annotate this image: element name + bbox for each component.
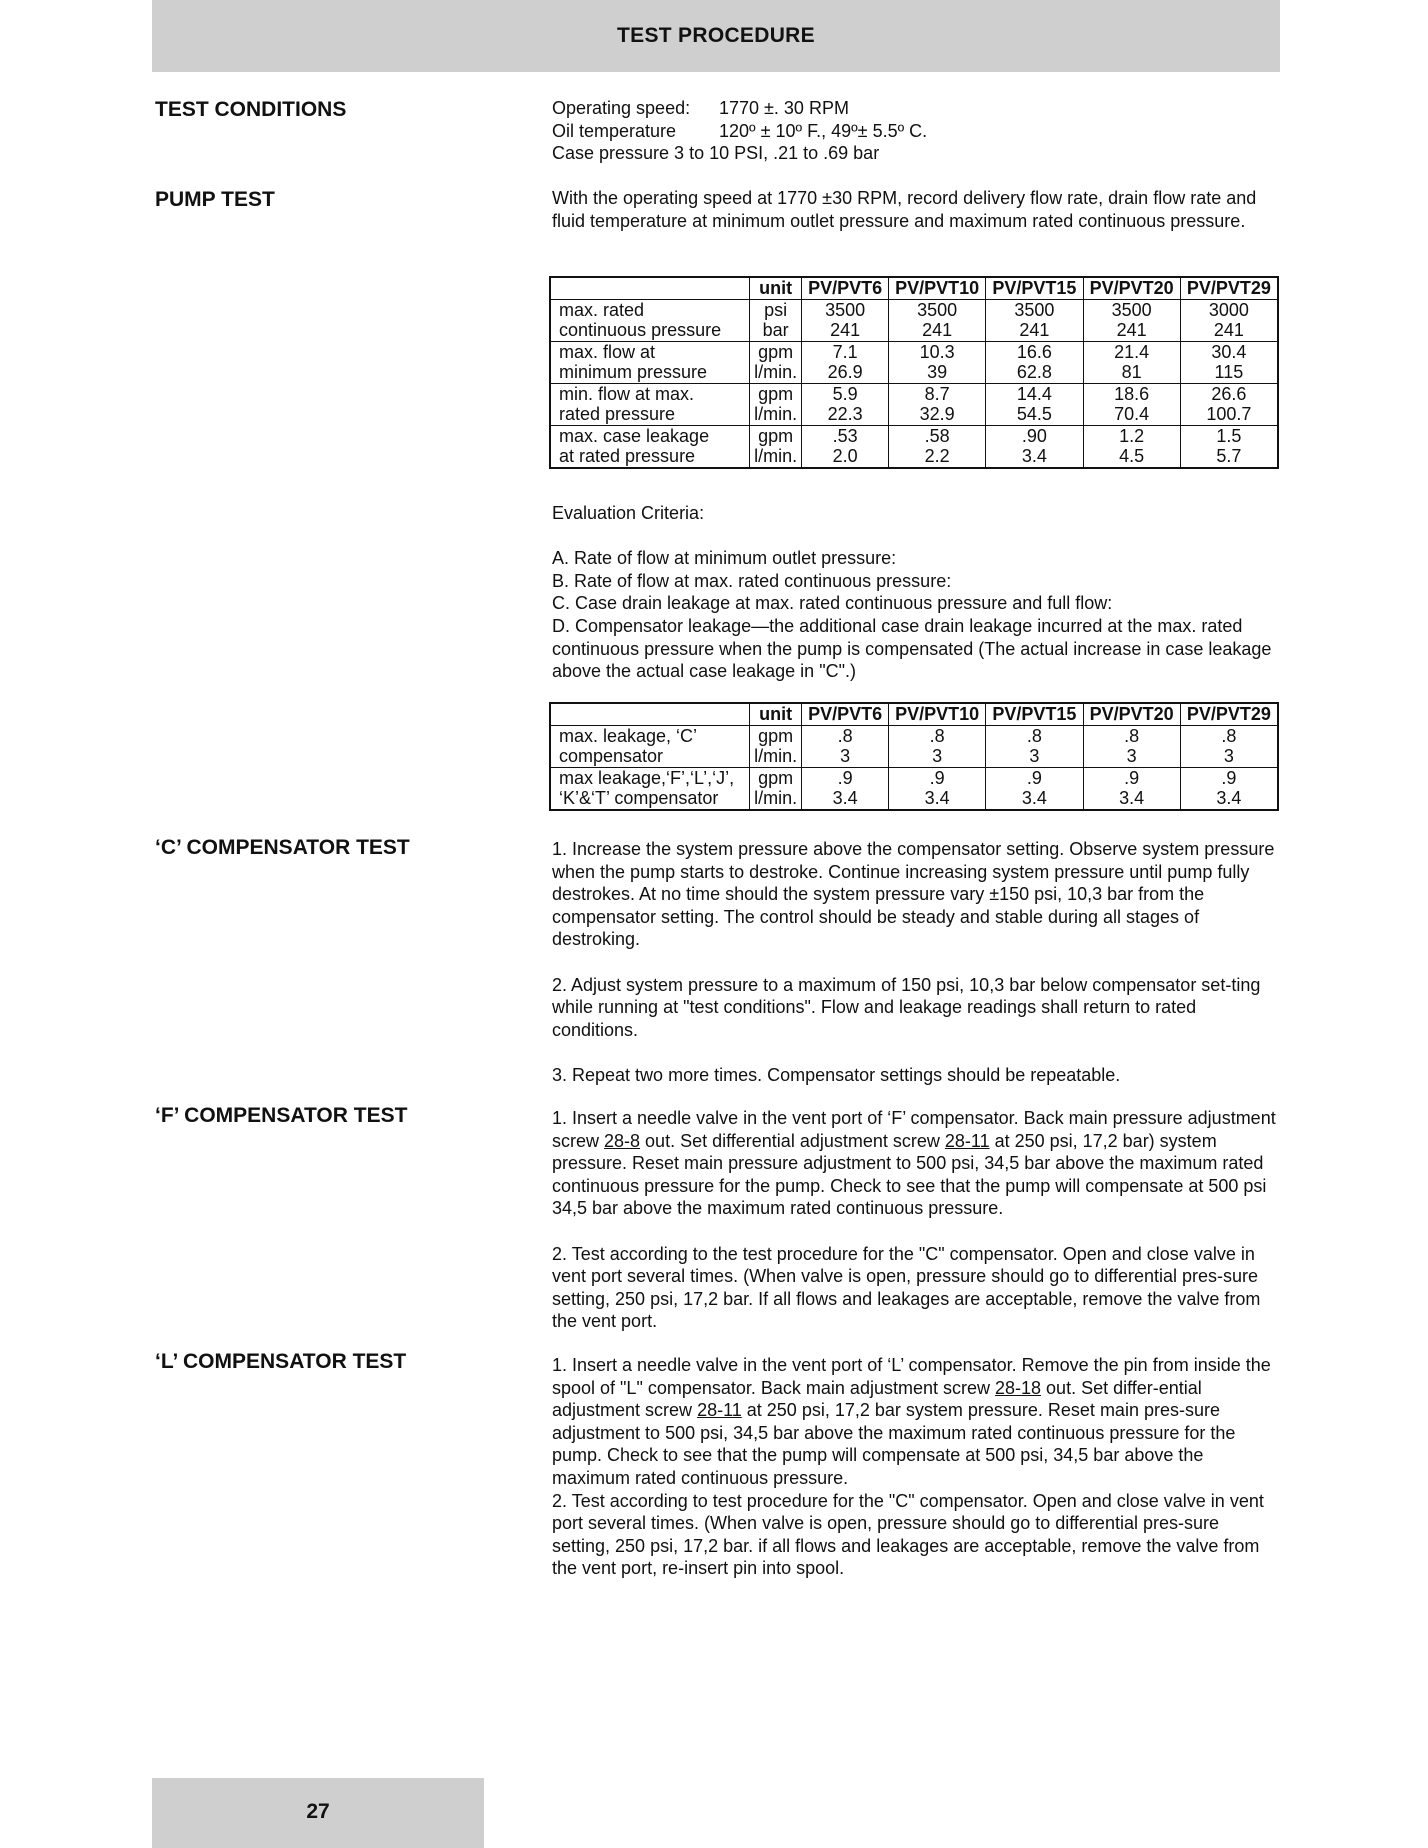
value-cell: .90 [986,425,1083,446]
row-label: max. case leakage [550,425,750,446]
value-cell: 54.5 [986,404,1083,425]
value-cell: .9 [889,767,986,788]
unit-cell: l/min. [750,788,802,810]
operating-speed-row [552,97,1280,120]
value-cell: 21.4 [1083,341,1180,362]
table-row [550,383,1278,404]
part-reference: 28-11 [697,1400,742,1421]
value-cell: 3.4 [889,788,986,810]
value-cell: 2.2 [889,446,986,468]
value-cell: 3.4 [986,788,1083,810]
f-test-block [552,1107,1280,1333]
criteria-item: B. Rate of flow at max. rated continuous pressure: [552,570,952,591]
unit-cell: l/min. [750,446,802,468]
table-header-cell: PV/PVT6 [802,703,889,725]
row-label: continuous pressure [550,320,750,341]
c-test-step-3: 3. Repeat two more times. Compensator settings should be repeatable. [552,1064,1121,1085]
table-header-cell: PV/PVT15 [986,277,1083,299]
oil-temperature-row [552,120,1280,143]
value-cell: 7.1 [802,341,889,362]
part-reference: 28-18 [995,1377,1042,1398]
value-cell: 3500 [889,299,986,320]
part-reference: 28-8 [604,1130,641,1151]
table-row [550,341,1278,362]
pump-test-table [549,276,1279,469]
table-row [550,446,1278,468]
c-test-step-1: 1. Increase the system pressure above the compensator setting. Observe system pressure when the pump starts to destroke. Continue increasing system pressure until pump fully destrokes. At no time should the system pressure vary ±150 psi, 10,3 bar from the compensator setting. The control should be steady and stable during all stages of destroking. [552,839,1275,950]
value-cell: .9 [1083,767,1180,788]
value-cell: .8 [1221,725,1237,746]
value-cell: 100.7 [1180,404,1278,425]
value-cell: 241 [802,320,889,341]
table-header-cell: unit [750,703,802,725]
value-cell: 10.3 [889,341,986,362]
page-number: 27 [306,1800,330,1823]
value-cell: 3 [802,746,889,767]
value-cell: 3500 [1083,299,1180,320]
row-label: max leakage,‘F’,‘L’,‘J’, [550,767,750,788]
criteria-item: A. Rate of flow at minimum outlet pressure: [552,548,897,569]
table-row [550,404,1278,425]
unit-cell: gpm [750,341,802,362]
f-test-step-2: 2. Test according to the test procedure for the "C" compensator. Open and close valve in vent port several times. (When valve is open, pressure should go to differential pres-sure setting, 250 psi, 17,2 bar. If all flows and leakages are acceptable, remove the valve from the vent port. [552,1243,1261,1332]
table-row [550,320,1278,341]
table-header-cell: PV/PVT20 [1083,703,1180,725]
table-header-cell: PV/PVT10 [889,703,986,725]
value-cell: .8 [889,725,986,746]
table-row [550,362,1278,383]
value-cell: .9 [1221,767,1237,788]
l-test-step-1: 1. Insert a needle valve in the vent port of ‘L’ compensator. Remove the pin from inside the spool of "L" compensator. Back main adjustment screw 28-18 out. Set differ-ential adjustment screw 28-11 at 250 psi, 17,2 bar system pressure. Reset main pres-sure adjustment to 500 psi, 34,5 bar above the maximum rated continuous pressure for the pump. Check to see that the pump will compensate at 500 psi, 34,5 bar above the maximum rated continuous pressure. [552,1355,1271,1488]
test-conditions-block [552,97,1280,165]
oil-temperature-label: Oil temperature [552,120,677,141]
row-label: max. flow at [550,341,750,362]
table-header-row [550,703,1278,725]
unit-cell: gpm [750,725,802,746]
table-header-blank [550,703,750,725]
row-label: max. leakage, ‘C’ [550,725,750,746]
unit-cell: psi [750,299,802,320]
unit-cell: bar [750,320,802,341]
table-header-cell: PV/PVT29 [1180,277,1278,299]
oil-temperature-value: 120º ± 10º F., 49º± 5.5º C. [719,120,928,141]
table-header-cell: PV/PVT6 [802,277,889,299]
case-pressure: Case pressure 3 to 10 PSI, .21 to .69 bar [552,143,880,164]
table-header-cell: PV/PVT20 [1083,277,1180,299]
heading-l-compensator-test: ‘L’ COMPENSATOR TEST [155,1350,407,1373]
value-cell: 3000 [1208,299,1249,320]
value-cell: 26.6 [1211,383,1247,404]
value-cell: 14.4 [986,383,1083,404]
value-cell: 16.6 [986,341,1083,362]
unit-cell: gpm [750,383,802,404]
c-test-block [552,838,1280,1087]
heading-c-compensator-test: ‘C’ COMPENSATOR TEST [155,836,410,859]
value-cell: .8 [986,725,1083,746]
value-cell: 1.2 [1083,425,1180,446]
row-label: ‘K’&‘T’ compensator [550,788,750,810]
table-header-cell: PV/PVT15 [986,703,1083,725]
value-cell: 3.4 [1180,788,1278,810]
value-cell: 26.9 [802,362,889,383]
l-test-step-2: 2. Test according to test procedure for the "C" compensator. Open and close valve in vent port several times. (When valve is open, pressure should go to differential pres-sure setting, 250 psi, 17,2 bar. if all flows and leakages are acceptable, remove the valve from the vent port, re-insert pin into spool. [552,1490,1264,1579]
value-cell: 30.4 [1211,341,1247,362]
heading-test-conditions: TEST CONDITIONS [155,98,347,121]
table-row [550,746,1278,767]
unit-cell: l/min. [750,746,802,767]
table-row [550,299,1278,320]
unit-cell: l/min. [750,362,802,383]
table-header-row [550,277,1278,299]
value-cell: 3500 [986,299,1083,320]
value-cell: 18.6 [1083,383,1180,404]
value-cell: 3.4 [802,788,889,810]
leakage-table [549,702,1279,811]
value-cell: 2.0 [802,446,889,468]
value-cell: 5.7 [1180,446,1278,468]
value-cell: 70.4 [1083,404,1180,425]
value-cell: 3 [889,746,986,767]
table-row [550,725,1278,746]
value-cell: 241 [986,320,1083,341]
value-cell: 5.9 [802,383,889,404]
value-cell: .9 [802,767,889,788]
criteria-item: D. Compensator leakage—the additional case drain leakage incurred at the max. rated continuous pressure when the pump is compensated (The actual increase in case leakage above the actual case leakage in "C".) [552,615,1272,682]
header-bar [152,0,1280,72]
value-cell: 62.8 [986,362,1083,383]
value-cell: .9 [986,767,1083,788]
row-label: min. flow at max. [550,383,750,404]
row-label: at rated pressure [550,446,750,468]
value-cell: .8 [1083,725,1180,746]
value-cell: 3.4 [986,446,1083,468]
value-cell: 39 [889,362,986,383]
heading-f-compensator-test: ‘F’ COMPENSATOR TEST [155,1104,408,1127]
row-label: max. rated [550,299,750,320]
evaluation-block [552,502,1280,683]
c-test-step-2: 2. Adjust system pressure to a maximum of 150 psi, 10,3 bar below compensator set-ting while running at "test conditions". Flow and leakage readings shall return to rated conditions. [552,974,1261,1040]
l-test-block [552,1354,1280,1580]
table-row [550,767,1278,788]
value-cell: 241 [1180,320,1278,341]
table-header-cell: PV/PVT10 [889,277,986,299]
f-test-step-1: 1. Insert a needle valve in the vent port of ‘F’ compensator. Back main pressure adjustment screw 28-8 out. Set differential adjustment screw 28-11 at 250 psi, 17,2 bar) system pressure. Reset main pressure adjustment to 500 psi, 34,5 bar above the maximum rated continuous pressure for the pump. Check to see that the pump will compensate at 500 psi 34,5 bar above the maximum rated continuous pressure. [552,1108,1276,1219]
table-header-blank [550,277,750,299]
row-label: minimum pressure [550,362,750,383]
table-header-cell: PV/PVT29 [1180,703,1278,725]
value-cell: 1.5 [1216,425,1242,446]
operating-speed-label: Operating speed: [552,98,691,118]
value-cell: 241 [889,320,986,341]
operating-speed-value: 1770 ±. 30 RPM [719,98,849,118]
value-cell: 115 [1180,362,1278,383]
value-cell: 22.3 [802,404,889,425]
value-cell: .58 [889,425,986,446]
value-cell: 32.9 [889,404,986,425]
value-cell: 8.7 [889,383,986,404]
table-header-cell: unit [750,277,802,299]
value-cell: 4.5 [1083,446,1180,468]
footer-bar [152,1778,484,1848]
value-cell: 3 [986,746,1083,767]
criteria-item: C. Case drain leakage at max. rated continuous pressure and full flow: [552,593,1113,614]
value-cell: 241 [1083,320,1180,341]
value-cell: .53 [802,425,889,446]
value-cell: 3500 [802,299,889,320]
row-label: rated pressure [550,404,750,425]
page-title: TEST PROCEDURE [617,24,815,47]
heading-pump-test: PUMP TEST [155,188,275,211]
table-row [550,425,1278,446]
value-cell: .8 [802,725,889,746]
row-label: compensator [550,746,750,767]
pump-test-intro: With the operating speed at 1770 ±30 RPM, record delivery flow rate, drain flow rate and fluid temperature at minimum outlet pressure and maximum rated continuous pressure. [552,188,1257,231]
table-row [550,788,1278,810]
value-cell: 81 [1083,362,1180,383]
value-cell: 3 [1180,746,1278,767]
part-reference: 28-11 [944,1130,990,1151]
unit-cell: l/min. [750,404,802,425]
unit-cell: gpm [750,425,802,446]
value-cell: 3.4 [1083,788,1180,810]
unit-cell: gpm [750,767,802,788]
value-cell: 3 [1083,746,1180,767]
evaluation-title: Evaluation Criteria: [552,503,705,523]
